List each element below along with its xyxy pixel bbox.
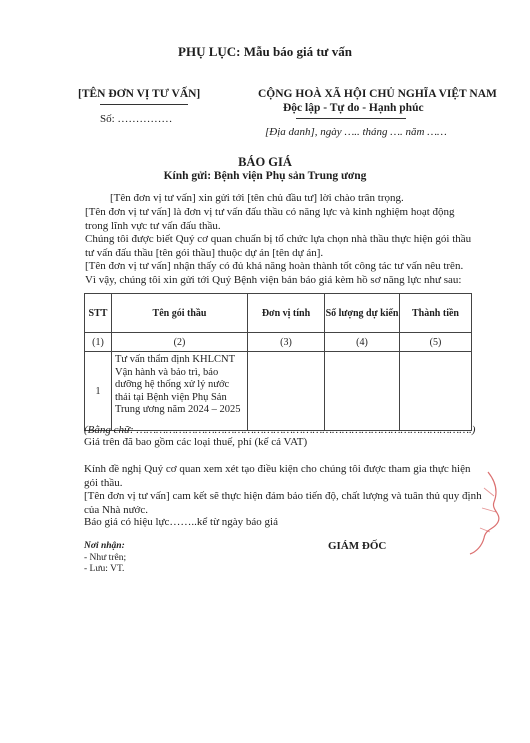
index-cell: (5) (400, 333, 472, 352)
red-stamp-mark (436, 468, 506, 558)
quote-table (84, 293, 472, 431)
recipient-item: - Như trên; (84, 553, 127, 563)
row-package-name: Tư vấn thẩm định KHLCNT Vận hành và bảo trì, bảo dưỡng hệ thống xử lý nước thải tại Bệnh viện Phụ Sản Trung ương năm 2024 – 2025 (112, 352, 248, 431)
document-number: Số: …………… (100, 113, 173, 125)
table-header-row (85, 294, 472, 333)
intro-paragraph-2: [Tên đơn vị tư vấn] là đơn vị tư vấn đấu thầu có năng lực và kinh nghiệm hoạt động trong lĩnh vực tư vấn đấu thầu. (85, 206, 455, 232)
index-cell: (1) (85, 333, 112, 352)
index-cell: (2) (112, 333, 248, 352)
recipient-line: Kính gửi: Bệnh viện Phụ sản Trung ương (163, 170, 367, 182)
consultant-name-placeholder: [TÊN ĐƠN VỊ TƯ VẤN] (78, 88, 201, 100)
col-header-unit: Đơn vị tính (248, 294, 325, 333)
row-amount (400, 352, 472, 431)
request-paragraph: Kính đề nghị Quý cơ quan xem xét tạo điều kiện cho chúng tôi được tham gia thực hiện gói thầu. (84, 463, 471, 489)
intro-paragraph-5: Vì vậy, chúng tôi xin gửi tới Quý Bệnh viện bản báo giá kèm hồ sơ năng lực như sau: (85, 274, 462, 286)
vat-note: Giá trên đã bao gồm các loại thuế, phí (kể cả VAT) (84, 436, 308, 448)
director-signature-label: GIÁM ĐỐC (328, 540, 387, 552)
national-motto: Độc lập - Tự do - Hạnh phúc (283, 102, 424, 114)
index-cell: (3) (248, 333, 325, 352)
col-header-package: Tên gói thầu (112, 294, 248, 333)
national-title: CỘNG HOÀ XÃ HỘI CHỦ NGHĨA VIỆT NAM (258, 88, 497, 100)
col-header-qty: Số lượng dự kiến (325, 294, 400, 333)
row-stt: 1 (85, 352, 112, 431)
intro-paragraph-4: [Tên đơn vị tư vấn] nhận thấy có đủ khả năng hoàn thành tốt công tác tư vấn nêu trên. (85, 260, 464, 272)
quote-heading: BÁO GIÁ (238, 155, 292, 169)
amount-in-words: (Bằng chữ: ………………………………………………………………………………………….) (84, 424, 476, 436)
row-qty (325, 352, 400, 431)
col-header-amount: Thành tiền (400, 294, 472, 333)
index-cell: (4) (325, 333, 400, 352)
intro-paragraph-3: Chúng tôi được biết Quý cơ quan chuẩn bị tổ chức lựa chọn nhà thầu thực hiện gói thầu tư vấn đấu thầu [tên gói thầu] thuộc dự án [tên dự án]. (85, 233, 472, 259)
validity-line: Báo giá có hiệu lực……..kể từ ngày báo giá (84, 516, 278, 528)
commitment-paragraph: [Tên đơn vị tư vấn] cam kết sẽ thực hiện đảm bảo tiến độ, chất lượng và tuân thủ quy định của Nhà nước. (84, 490, 482, 516)
recipient-item: - Lưu: VT. (84, 564, 125, 574)
intro-paragraph-1: [Tên đơn vị tư vấn] xin gửi tới [tên chủ đầu tư] lời chào trân trọng. (110, 192, 404, 204)
place-date-line: [Địa danh], ngày ….. tháng …. năm …… (265, 126, 447, 138)
recipients-label: Nơi nhận: (84, 541, 125, 551)
table-index-row (85, 333, 472, 352)
row-unit (248, 352, 325, 431)
table-row (85, 352, 472, 431)
motto-underline (296, 118, 406, 119)
appendix-title: PHỤ LỤC: Mẫu báo giá tư vấn (178, 44, 352, 59)
col-header-stt: STT (85, 294, 112, 333)
